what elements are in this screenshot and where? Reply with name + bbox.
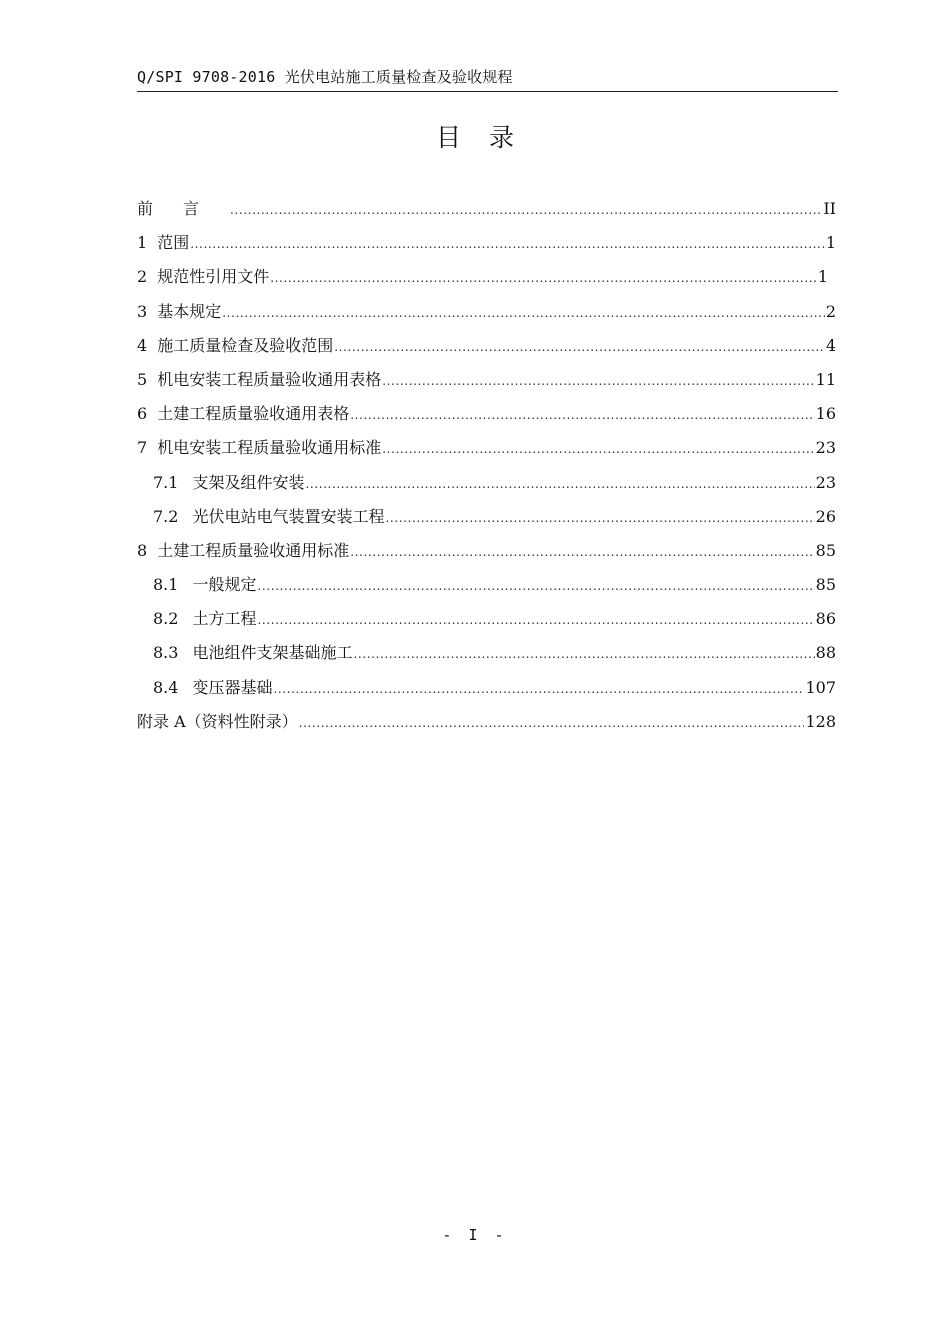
toc-entry-number: 2	[137, 267, 148, 287]
toc-entry-label: 前言	[137, 199, 230, 218]
toc-entry-7[interactable]	[137, 436, 836, 470]
toc-entry-page: 23	[815, 472, 836, 492]
toc-entry-label: 一般规定	[192, 575, 257, 595]
toc-entry-7-2[interactable]	[137, 505, 836, 539]
toc-entry-number: 3	[137, 301, 148, 321]
page-number-footer: - I -	[442, 1226, 508, 1244]
toc-leader-dots	[334, 335, 825, 359]
toc-entry-number: 6	[137, 404, 148, 424]
toc-leader-dots	[382, 437, 814, 461]
toc-leader-dots	[222, 301, 825, 325]
toc-entry-8-3[interactable]	[137, 641, 836, 675]
toc-entry-page: 2	[825, 301, 836, 321]
toc-entry-label: 基本规定	[157, 301, 222, 321]
toc-leader-dots	[273, 677, 804, 701]
toc-entry-page: II	[823, 199, 836, 218]
toc-entry-8-4[interactable]	[137, 676, 836, 710]
toc-entry-page: 1	[825, 233, 836, 253]
toc-entry-7-1[interactable]	[137, 471, 836, 505]
toc-entry-number: 8.4	[153, 677, 179, 697]
toc-entry-number: 7.2	[153, 506, 179, 526]
toc-entry-label: 土方工程	[192, 609, 257, 629]
toc-entry-3[interactable]	[137, 300, 836, 334]
toc-entry-page: 26	[815, 506, 836, 526]
toc-entry-page: 16	[815, 404, 836, 424]
toc-entry-appendix-a[interactable]	[137, 710, 836, 744]
toc-entry-label: 光伏电站电气装置安装工程	[192, 506, 385, 526]
page-title: 目录	[435, 123, 542, 152]
toc-entry-number: 4	[137, 335, 148, 355]
toc-entry-page: 85	[815, 540, 836, 560]
toc-entry-label: 电池组件支架基础施工	[192, 643, 353, 663]
toc-leader-dots	[305, 472, 814, 496]
toc-entry-number: 1	[137, 233, 148, 253]
toc-leader-dots	[299, 711, 805, 735]
toc-entry-label: 变压器基础	[192, 677, 273, 697]
running-header: Q/SPI 9708-2016 光伏电站施工质量检查及验收规程	[137, 64, 838, 92]
toc-leader-dots	[257, 608, 814, 632]
toc-leader-dots	[350, 403, 814, 427]
toc-leader-dots	[270, 266, 817, 290]
toc-entry-page: 85	[815, 575, 836, 595]
toc-entry-page: 107	[805, 677, 836, 697]
toc-entry-number: 8.3	[153, 643, 179, 663]
toc-entry-label: 施工质量检查及验收范围	[157, 335, 334, 355]
toc-entry-5[interactable]	[137, 368, 836, 402]
toc-entry-4[interactable]	[137, 334, 836, 368]
toc-entry-label: 土建工程质量验收通用标准	[157, 540, 350, 560]
toc-leader-dots	[257, 574, 814, 598]
toc-entry-number: 5	[137, 369, 148, 389]
toc-entry-8[interactable]	[137, 539, 836, 573]
toc-leader-dots	[385, 506, 814, 530]
toc-leader-dots	[350, 540, 814, 564]
toc-leader-dots	[382, 369, 814, 393]
toc-leader-dots	[190, 232, 825, 256]
table-of-contents	[137, 197, 836, 744]
toc-entry-number: 8	[137, 540, 148, 560]
toc-entry-page: 11	[815, 369, 836, 389]
toc-entry-number: 8.2	[153, 609, 179, 629]
toc-entry-number: 7	[137, 438, 148, 458]
toc-entry-8-2[interactable]	[137, 607, 836, 641]
toc-entry-6[interactable]	[137, 402, 836, 436]
toc-entry-number: 8.1	[153, 575, 179, 595]
toc-entry-label: 土建工程质量验收通用表格	[157, 404, 350, 424]
toc-entry-2[interactable]	[137, 265, 836, 299]
toc-entry-number: 7.1	[153, 472, 179, 492]
toc-entry-1[interactable]	[137, 231, 836, 265]
toc-entry-page: 1	[817, 267, 828, 287]
toc-entry-page: 23	[815, 438, 836, 458]
toc-entry-label: 机电安装工程质量验收通用标准	[157, 438, 382, 458]
toc-leader-dots	[230, 198, 822, 222]
toc-entry-page: 88	[815, 643, 836, 663]
toc-entry-page: 86	[815, 609, 836, 629]
toc-leader-dots	[353, 642, 814, 666]
toc-entry-label: 范围	[157, 233, 190, 253]
toc-entry-page: 128	[805, 711, 836, 731]
toc-entry-preface[interactable]	[137, 197, 836, 231]
toc-entry-label: 规范性引用文件	[157, 267, 270, 287]
toc-entry-8-1[interactable]	[137, 573, 836, 607]
toc-entry-label: 附录 A（资料性附录）	[137, 711, 298, 731]
toc-entry-label: 机电安装工程质量验收通用表格	[157, 369, 382, 389]
toc-entry-page: 4	[825, 335, 836, 355]
toc-entry-label: 支架及组件安装	[192, 472, 305, 492]
